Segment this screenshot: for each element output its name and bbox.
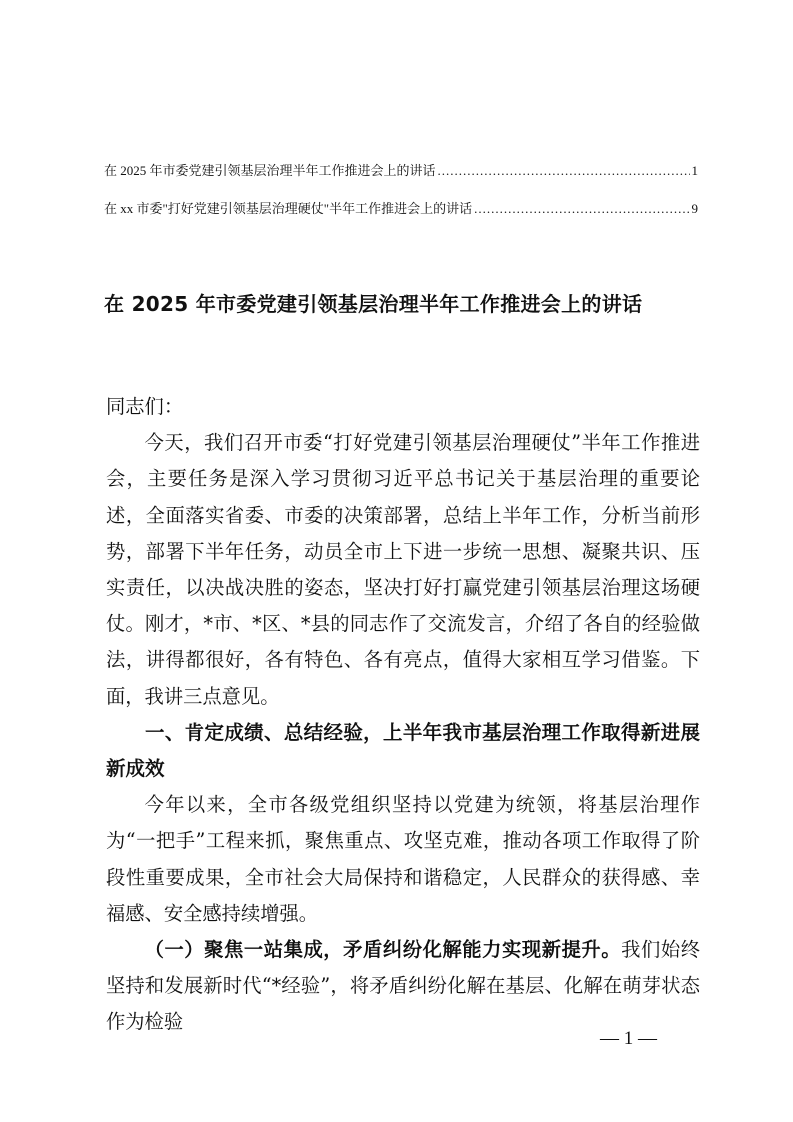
body-paragraph: 今年以来，全市各级党组织坚持以党建为统领，将基层治理作为“一把手”工程来抓，聚焦重点、攻坚克难，推动各项工作取得了阶段性重要成果，全市社会大局保持和谐稳定，人民群众的获得感、幸福感、安全感持续增强。 bbox=[106, 793, 700, 925]
toc-leader-dots bbox=[474, 201, 689, 217]
subsection-heading: （一）聚焦一站集成，矛盾纠纷化解能力实现新提升。 bbox=[144, 938, 622, 962]
table-of-contents bbox=[104, 160, 698, 236]
toc-entry[interactable] bbox=[104, 198, 698, 214]
toc-entry-title: 在 xx 市委"打好党建引领基层治理硬仗"半年工作推进会上的讲话 bbox=[104, 201, 473, 216]
toc-entry[interactable] bbox=[104, 160, 698, 176]
document-title: 在 2025 年市委党建引领基层治理半年工作推进会上的讲话 bbox=[104, 292, 643, 316]
toc-leader-dots bbox=[438, 163, 690, 179]
document-body bbox=[106, 389, 700, 1041]
subsection-paragraph bbox=[106, 932, 700, 1041]
toc-entry-title: 在 2025 年市委党建引领基层治理半年工作推进会上的讲话 bbox=[104, 163, 436, 178]
toc-entry-page: 9 bbox=[691, 201, 698, 216]
toc-entry-page: 1 bbox=[691, 163, 698, 178]
body-paragraph: 今天，我们召开市委“打好党建引领基层治理硬仗”半年工作推进会，主要任务是深入学习贯彻习近平总书记关于基层治理的重要论述，全面落实省委、市委的决策部署，总结上半年工作，分析当前形势，部署下半年任务，动员全市上下进一步统一思想、凝聚共识、压实责任，以决战决胜的姿态，坚决打好打赢党建引领基层治理这场硬仗。刚才，*市、*区、*县的同志作了交流发言，介绍了各自的经验做法，讲得都很好，各有特色、各有亮点，值得大家相互学习借鉴。下面，我讲三点意见。 bbox=[106, 431, 700, 708]
subsection-text: 我们始终坚持和发展新时代“*经验”，将矛盾纠纷化解在基层、化解在萌芽状态作为检验 bbox=[106, 938, 701, 1034]
section-heading: 一、肯定成绩、总结经验，上半年我市基层治理工作取得新进展新成效 bbox=[106, 720, 700, 781]
page-number: — 1 — bbox=[600, 1028, 657, 1049]
salutation: 同志们： bbox=[106, 395, 184, 418]
